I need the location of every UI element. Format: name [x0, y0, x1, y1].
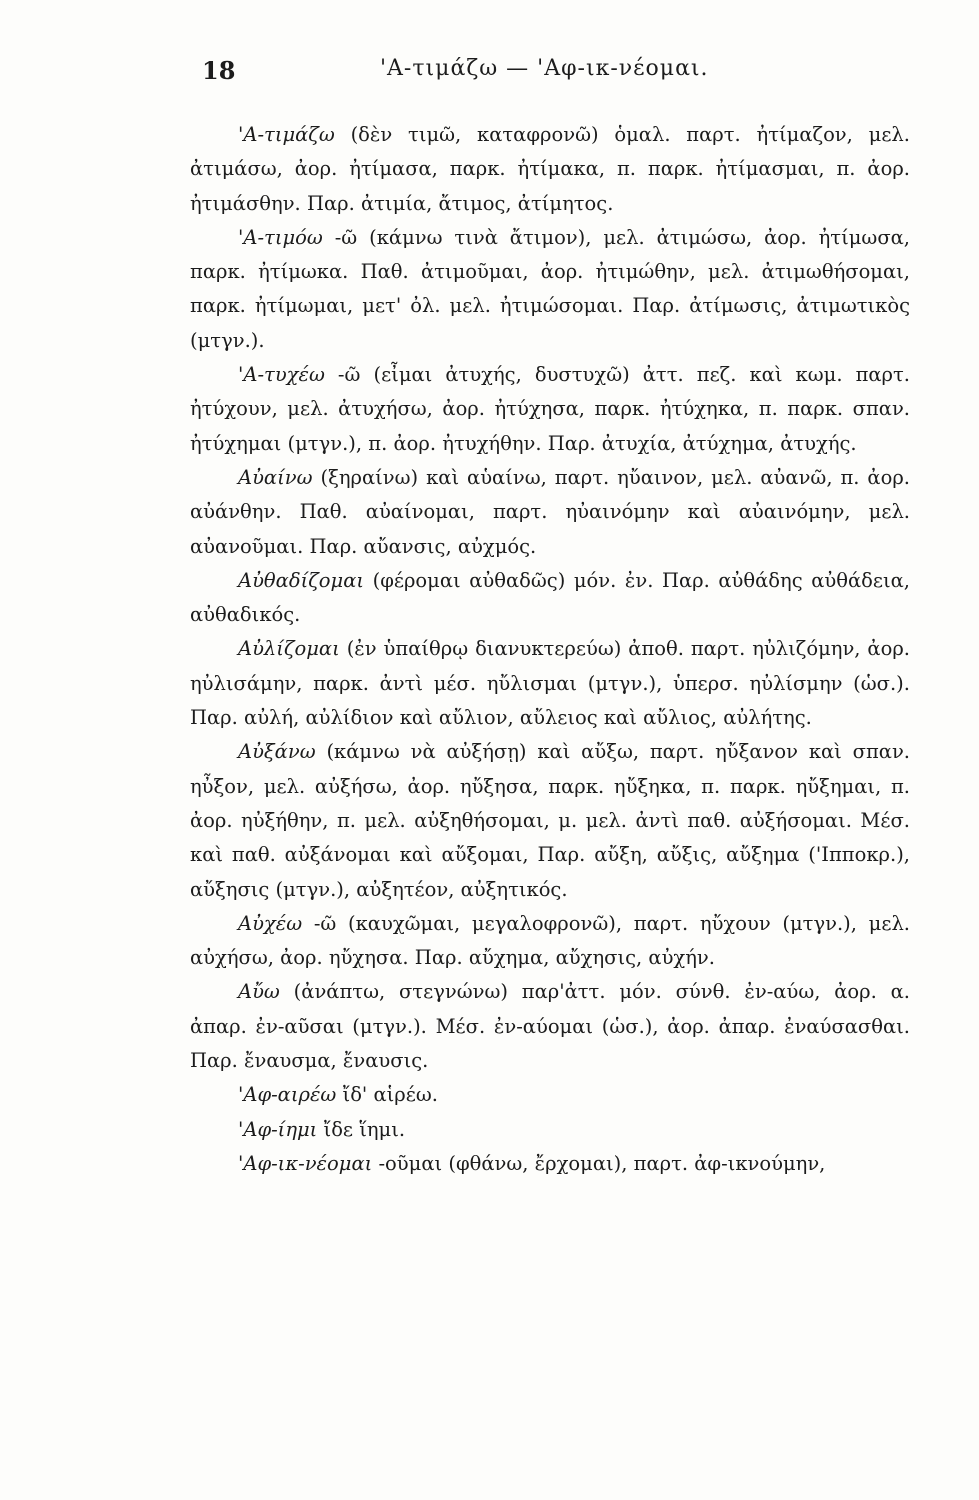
- entry-body: (ἀνάπτω, στεγνώνω) παρ'ἀττ. μόν. σύνθ. ἐν-αύω, ἀορ. α. ἀπαρ. ἐν-αῦσαι (μτγν.). Μέσ. ἐν-αύομαι (ὡσ.), ἀορ. ἀπαρ. ἐναύσασθαι. Παρ. ἔναυσμα, ἔναυσις.: [190, 980, 910, 1073]
- dictionary-entry: [190, 358, 910, 461]
- entry-lemma: Αὔω: [238, 980, 280, 1004]
- entry-body: ἴδε ἵημι.: [323, 1117, 406, 1141]
- dictionary-entry: [190, 907, 910, 976]
- dictionary-entry: [190, 632, 910, 735]
- dictionary-entry: [190, 1113, 910, 1147]
- dictionary-entry: [190, 975, 910, 1078]
- entry-lemma: Αὐαίνω: [238, 465, 313, 489]
- dictionary-entry: [190, 461, 910, 564]
- entry-body: (ἐν ὑπαίθρῳ διανυκτερεύω) ἀποθ. παρτ. ηὐλιζόμην, ἀορ. ηὐλισάμην, παρκ. ἀντὶ μέσ. ηὔλισμαι (μτγν.), ὑπερσ. ηὐλίσμην (ὡσ.). Παρ. αὐλή, αὐλίδιον καὶ αὔλιον, αὔλειος καὶ αὔλιος, αὐλήτης.: [190, 637, 910, 730]
- entry-lemma: Αὐξάνω: [238, 740, 316, 764]
- entry-lemma: 'Α-τιμόω: [238, 225, 323, 249]
- entry-lemma: Αὐχέω: [238, 911, 303, 935]
- dictionary-entry: [190, 735, 910, 906]
- running-head: 'Α-τιμάζω — 'Αφ-ικ-νέομαι.: [380, 56, 709, 81]
- entry-body: (δὲν τιμῶ, καταφρονῶ) ὁμαλ. παρτ. ἠτίμαζον, μελ. ἀτιμάσω, ἀορ. ἠτίμασα, παρκ. ἠτίμακα, π. παρκ. ἠτίμασμαι, π. ἀορ. ἠτιμάσθην. Παρ. ἀτιμία, ἄτιμος, ἀτίμητος.: [190, 123, 910, 215]
- entry-body: -ῶ (κάμνω τινὰ ἄτιμον), μελ. ἀτιμώσω, ἀορ. ἠτίμωσα, παρκ. ἠτίμωκα. Παθ. ἀτιμοῦμαι, ἀορ. ἠτιμώθην, μελ. ἀτιμωθήσομαι, παρκ. ἠτίμωμαι, μετ' ὀλ. μελ. ἠτιμώσομαι. Παρ. ἀτίμωσις, ἀτιμωτικὸς (μτγν.).: [190, 225, 910, 352]
- page-header: [190, 56, 910, 100]
- entry-body: (κάμνω νὰ αὐξήσῃ) καὶ αὔξω, παρτ. ηὔξανον καὶ σπαν. ηὖξον, μελ. αὐξήσω, ἀορ. ηὔξησα, παρκ. ηὔξηκα, π. παρκ. ηὔξημαι, π. ἀορ. ηὐξήθην, π. μελ. αὐξηθήσομαι, μ. μελ. ἀντὶ παθ. αὐξήσομαι. Μέσ. καὶ παθ. αὐξάνομαι καὶ αὔξομαι, Παρ. αὔξη, αὔξις, αὔξημα ('Ιπποκρ.), αὔξησις (μτγν.), αὐξητέον, αὐξητικός.: [190, 740, 911, 901]
- dictionary-entry: [190, 564, 910, 633]
- dictionary-entry: [190, 1078, 910, 1112]
- entry-lemma: 'Α-τιμάζω: [238, 123, 335, 146]
- entry-list: [190, 118, 910, 1181]
- entry-body: -οῦμαι (φθάνω, ἔρχομαι), παρτ. ἀφ-ικνούμην,: [378, 1151, 826, 1175]
- entry-lemma: Αὐλίζομαι: [238, 637, 340, 661]
- entry-body: ἴδ' αἱρέω.: [342, 1083, 438, 1107]
- entry-body: (φέρομαι αὐθαδῶς) μόν. ἐν. Παρ. αὐθάδης αὐθάδεια, αὐθαδικός.: [190, 568, 910, 627]
- dictionary-page: [190, 56, 910, 1181]
- entry-lemma: Αὐθαδίζομαι: [238, 568, 365, 592]
- dictionary-entry: [190, 118, 910, 221]
- dictionary-entry: [190, 1147, 910, 1181]
- page-number: 18: [202, 56, 236, 85]
- dictionary-entry: [190, 221, 910, 358]
- entry-body: (ξηραίνω) καὶ αὑαίνω, παρτ. ηὔαινον, μελ. αὐανῶ, π. ἀορ. αὐάνθην. Παθ. αὐαίνομαι, παρτ. ηὐαινόμην καὶ αὐαινόμην, μελ. αὐανοῦμαι. Παρ. αὔανσις, αὐχμός.: [190, 465, 910, 558]
- entry-body: -ῶ (εἶμαι ἀτυχής, δυστυχῶ) ἀττ. πεζ. καὶ κωμ. παρτ. ἠτύχουν, μελ. ἀτυχήσω, ἀορ. ἠτύχησα, παρκ. ἠτύχηκα, π. παρκ. σπαν. ἠτύχημαι (μτγν.), π. ἀορ. ἠτυχήθην. Παρ. ἀτυχία, ἀτύχημα, ἀτυχής.: [190, 363, 911, 455]
- entry-lemma: 'Α-τυχέω: [238, 363, 325, 387]
- entry-lemma: 'Αφ-αιρέω: [238, 1083, 337, 1107]
- entry-body: -ῶ (καυχῶμαι, μεγαλοφρονῶ), παρτ. ηὔχουν (μτγν.), μελ. αὐχήσω, ἀορ. ηὔχησα. Παρ. αὔχημα, αὔχησις, αὐχήν.: [190, 911, 910, 970]
- entry-lemma: 'Αφ-ίημι: [238, 1117, 318, 1141]
- entry-lemma: 'Αφ-ικ-νέομαι: [238, 1151, 373, 1175]
